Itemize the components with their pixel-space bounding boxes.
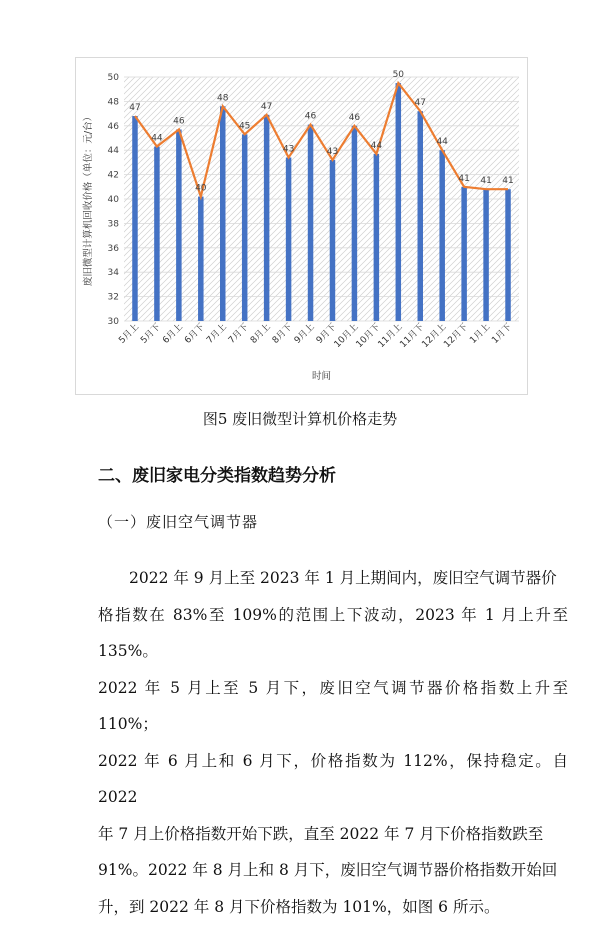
x-tick-label: 7月上: [204, 321, 229, 346]
bar: [286, 158, 292, 321]
data-label: 47: [261, 102, 272, 112]
bar: [418, 111, 424, 321]
x-tick-label: 1月下: [490, 321, 515, 346]
data-label: 46: [173, 116, 185, 126]
bar: [396, 83, 402, 321]
paragraph-line: 2022 年 9 月上至 2023 年 1 月上期间内，废旧空气调节器价: [98, 560, 568, 597]
x-tick-label: 8月上: [247, 321, 272, 346]
x-tick-label: 10月下: [354, 321, 383, 350]
bar: [220, 106, 226, 321]
body-paragraph: [98, 560, 568, 925]
data-label: 43: [283, 145, 294, 155]
bar: [352, 126, 358, 321]
data-label: 47: [129, 103, 140, 113]
y-tick-label: 50: [108, 73, 120, 83]
y-tick-label: 34: [108, 268, 120, 278]
x-tick-label: 1月上: [467, 321, 492, 346]
paragraph-line: 91%。2022 年 8 月上和 8 月下，废旧空气调节器价格指数开始回: [98, 852, 568, 889]
paragraph-line: 2022 年 5 月上至 5 月下，废旧空气调节器价格指数上升至 110%；: [98, 670, 568, 743]
price-trend-chart: [76, 58, 529, 396]
x-tick-label: 10月上: [331, 321, 360, 350]
chart-frame: [75, 57, 528, 395]
x-tick-label: 11月上: [375, 321, 404, 350]
bar: [483, 189, 489, 321]
data-label: 45: [239, 121, 250, 131]
figure-caption: 图5 废旧微型计算机价格走势: [0, 408, 600, 429]
data-label: 44: [371, 141, 383, 151]
y-tick-label: 32: [108, 293, 119, 303]
y-tick-label: 40: [108, 195, 120, 205]
data-label: 44: [436, 137, 448, 147]
bar: [132, 116, 138, 321]
data-label: 46: [349, 113, 361, 123]
bar: [374, 154, 380, 321]
sub-heading: （一）废旧空气调节器: [98, 511, 258, 532]
data-label: 40: [195, 184, 207, 194]
x-tick-label: 6月下: [182, 321, 207, 346]
x-tick-label: 5月上: [116, 321, 141, 346]
y-tick-label: 44: [108, 146, 120, 156]
bar: [154, 147, 160, 321]
x-tick-label: 5月下: [138, 321, 163, 346]
x-tick-label: 12月下: [442, 321, 471, 350]
bar: [330, 160, 336, 321]
bar: [176, 129, 182, 321]
bar: [505, 189, 511, 321]
bar: [439, 150, 445, 321]
x-tick-label: 9月上: [291, 321, 316, 346]
paragraph-line: 年 7 月上价格指数开始下跌，直至 2022 年 7 月下价格指数跌至: [98, 816, 568, 853]
data-label: 48: [217, 93, 229, 103]
data-label: 43: [327, 147, 338, 157]
y-tick-label: 30: [108, 317, 120, 327]
x-tick-label: 6月上: [160, 321, 185, 346]
y-tick-label: 42: [108, 171, 119, 181]
paragraph-line: 升，到 2022 年 8 月下价格指数为 101%，如图 6 所示。: [98, 889, 568, 925]
data-label: 44: [151, 134, 163, 144]
data-label: 41: [458, 174, 469, 184]
y-axis-label: 废旧微型计算机回收价格（单位：元/台）: [82, 112, 94, 286]
paragraph-line: 格指数在 83%至 109%的范围上下波动，2023 年 1 月上升至 135%。: [98, 597, 568, 670]
x-tick-label: 9月下: [314, 321, 339, 346]
y-tick-label: 36: [108, 244, 120, 254]
bar: [242, 134, 248, 321]
x-tick-label: 12月上: [419, 321, 448, 350]
x-tick-label: 7月下: [226, 321, 251, 346]
paragraph-line: 2022 年 6 月上和 6 月下，价格指数为 112%，保持稳定。自 2022: [98, 743, 568, 816]
bar: [264, 115, 270, 321]
x-axis-label: 时间: [312, 370, 331, 382]
section-heading: 二、废旧家电分类指数趋势分析: [98, 461, 336, 486]
data-label: 50: [393, 70, 405, 80]
data-label: 47: [415, 98, 426, 108]
y-tick-label: 46: [108, 122, 120, 132]
data-label: 41: [480, 176, 491, 186]
bar: [461, 187, 467, 321]
y-tick-label: 48: [108, 97, 120, 107]
bar: [198, 197, 204, 321]
data-label: 46: [305, 112, 317, 122]
x-tick-label: 8月下: [270, 321, 295, 346]
bar: [308, 125, 314, 321]
y-tick-label: 38: [108, 219, 120, 229]
x-tick-label: 11月下: [398, 321, 427, 350]
data-label: 41: [502, 176, 513, 186]
